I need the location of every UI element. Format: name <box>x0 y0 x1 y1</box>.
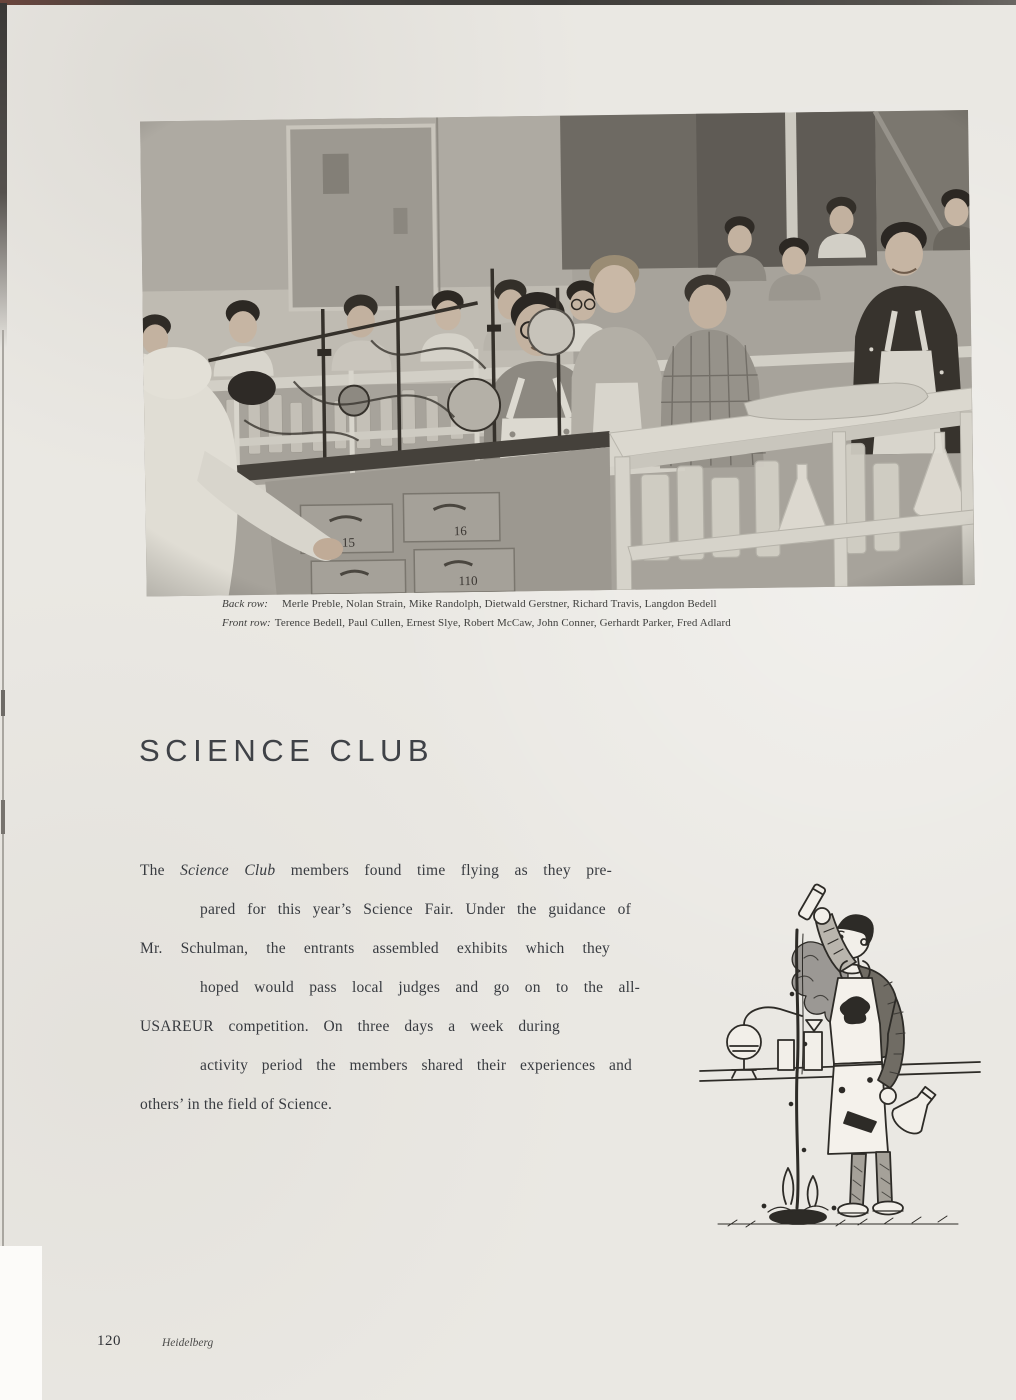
body-line-5: USAREUR competition. On three days a week during <box>140 1018 560 1035</box>
body-line-1: The Science Club members found time flying as they pre- <box>140 862 612 879</box>
science-club-photo <box>140 110 975 597</box>
caption-front-row-label: Front row: <box>222 616 271 629</box>
caption-front-row <box>222 614 822 633</box>
page-title: SCIENCE CLUB <box>139 733 435 768</box>
body-line-4: hoped would pass local judges and go on to the all- <box>200 979 640 996</box>
book-title: Heidelberg <box>162 1337 214 1349</box>
chemistry-cartoon-illustration <box>688 873 993 1230</box>
scan-corner-white <box>0 1246 42 1400</box>
caption-back-row-label: Back row: <box>222 598 269 610</box>
body-line-3: Mr. Schulman, the entrants assembled exhibits which they <box>140 940 610 957</box>
science-club-photo-art <box>140 110 975 597</box>
caption-front-row-names: Terence Bedell, Paul Cullen, Ernest Slye, Robert McCaw, John Conner, Gerhardt Parker, Fred Adlard <box>274 616 731 629</box>
scan-edge-left <box>0 3 7 348</box>
scan-edge-left-line <box>2 330 4 1248</box>
photo-caption <box>222 595 822 632</box>
scan-speck <box>1 800 5 834</box>
body-line-2: pared for this year’s Science Fair. Under the guidance of <box>200 901 631 918</box>
body-line-7: others’ in the field of Science. <box>140 1096 333 1113</box>
scan-edge-top <box>0 0 1016 5</box>
caption-back-row-names: Merle Preble, Nolan Strain, Mike Randolph, Dietwald Gerstner, Richard Travis, Langdon Bedell <box>282 598 717 610</box>
caption-back-row <box>222 595 822 614</box>
scan-speck <box>1 690 5 716</box>
body-line-6: activity period the members shared their experiences and <box>200 1057 632 1074</box>
page-number: 120 <box>97 1333 121 1349</box>
science-club-italic: Science Club <box>180 862 276 879</box>
